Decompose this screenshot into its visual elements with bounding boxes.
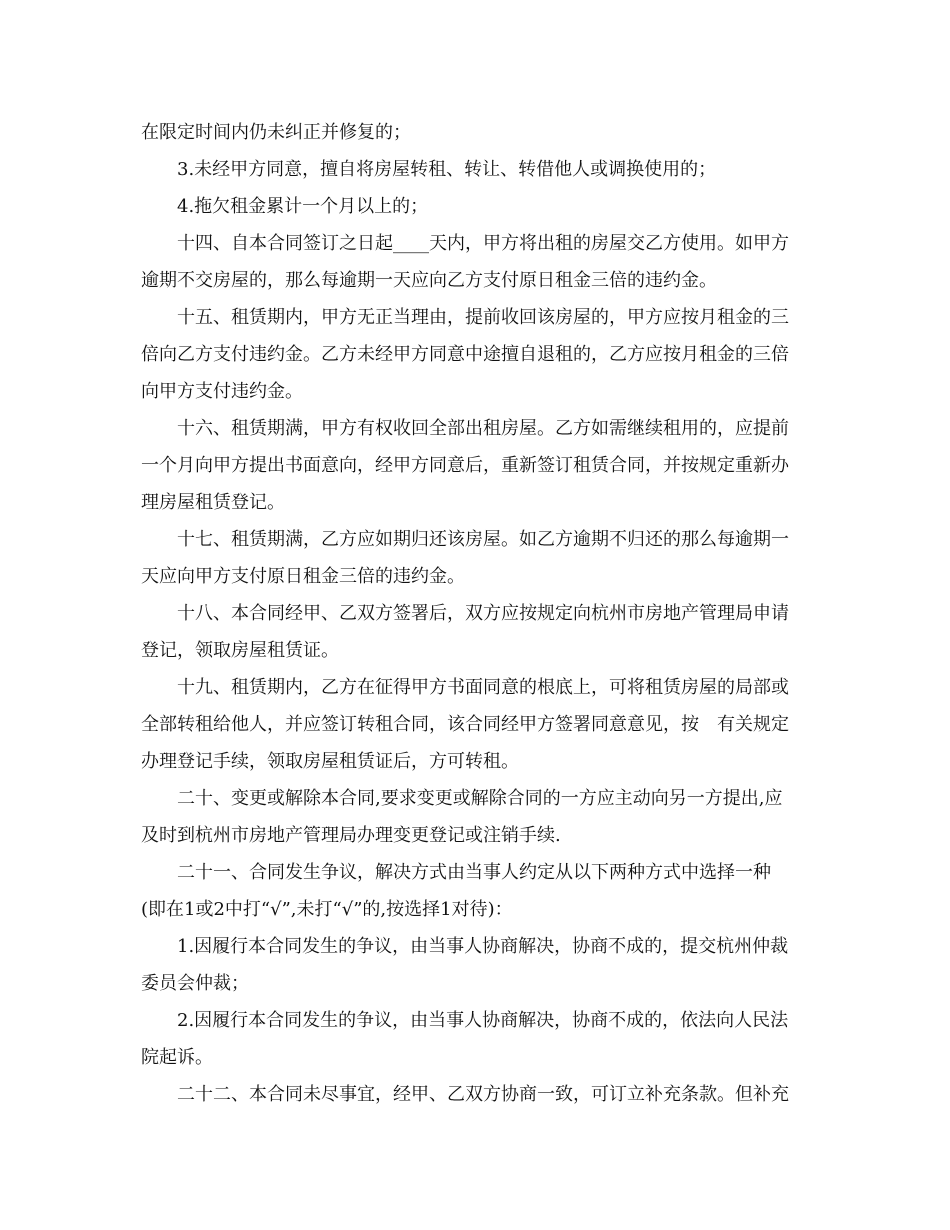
text-line: 向甲方支付违约金。 (141, 381, 303, 402)
text-line: 十八、本合同经甲、乙双方签署后，双方应按规定向杭州市房地产管理局申请 (177, 603, 789, 624)
text-line: 3.未经甲方同意，擅自将房屋转租、转让、转借他人或调换使用的； (177, 159, 717, 180)
text-line: 二十、变更或解除本合同,要求变更或解除合同的一方应主动向另一方提出,应 (177, 788, 783, 809)
contract-text (141, 114, 811, 1113)
text-line: 2.因履行本合同发生的争议，由当事人协商解决，协商不成的，依法向人民法 (177, 1010, 789, 1031)
text-line: 及时到杭州市房地产管理局办理变更登记或注销手续. (141, 825, 561, 846)
text-line: 十九、租赁期内，乙方在征得甲方书面同意的根底上，可将租赁房屋的局部或 (177, 677, 789, 698)
text-line: 二十一、合同发生争议，解决方式由当事人约定从以下两种方式中选择一种 (177, 862, 771, 883)
text-line: 逾期不交房屋的，那么每逾期一天应向乙方支付原日租金三倍的违约金。 (141, 270, 717, 291)
text-line: 办理登记手续，领取房屋租赁证后，方可转租。 (141, 751, 519, 772)
text-line: 十七、租赁期满，乙方应如期归还该房屋。如乙方逾期不归还的那么每逾期一 (177, 529, 789, 550)
text-line: 一个月向甲方提出书面意向，经甲方同意后，重新签订租赁合同，并按规定重新办 (141, 455, 789, 476)
text-line: 倍向乙方支付违约金。乙方未经甲方同意中途擅自退租的，乙方应按月租金的三倍 (141, 344, 789, 365)
text-line: 二十二、本合同未尽事宜，经甲、乙双方协商一致，可订立补充条款。但补充 (177, 1084, 789, 1105)
text-line: 十六、租赁期满，甲方有权收回全部出租房屋。乙方如需继续租用的，应提前 (177, 418, 789, 439)
text-line: 全部转租给他人，并应签订转租合同，该合同经甲方签署同意意见，按 有关规定 (141, 714, 789, 735)
text-line: 1.因履行本合同发生的争议，由当事人协商解决，协商不成的，提交杭州仲裁 (177, 936, 789, 957)
text-line: 登记，领取房屋租赁证。 (141, 640, 339, 661)
text-line: 十五、租赁期内，甲方无正当理由，提前收回该房屋的，甲方应按月租金的三 (177, 307, 789, 328)
text-line: 4.拖欠租金累计一个月以上的； (177, 196, 429, 217)
text-line: 天应向甲方支付原日租金三倍的违约金。 (141, 566, 465, 587)
text-line: 十四、自本合同签订之日起____天内，甲方将出租的房屋交乙方使用。如甲方 (177, 233, 789, 254)
text-line: (即在1或2中打“√”,未打“√”的,按选择1对待)： (141, 899, 513, 920)
text-line: 院起诉。 (141, 1047, 213, 1068)
text-line: 理房屋租赁登记。 (141, 492, 285, 513)
text-line: 在限定时间内仍未纠正并修复的； (141, 122, 411, 143)
text-line: 委员会仲裁； (141, 973, 249, 994)
